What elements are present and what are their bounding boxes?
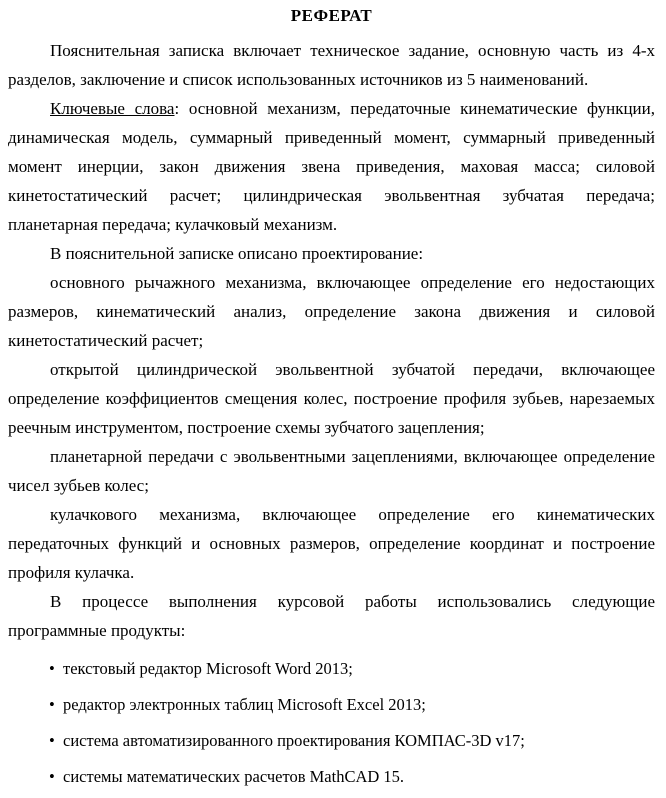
list-item-text: системы математических расчетов MathCAD 15. bbox=[63, 767, 405, 786]
bullet-icon: • bbox=[49, 659, 55, 678]
paragraph-cam-mechanism: кулачкового механизма, включающее определение его кинематических передаточных функций и основных размеров, определение координат и построение профиля кулачка. bbox=[8, 505, 655, 582]
paragraph-design-intro: В пояснительной записке описано проектирование: bbox=[50, 244, 424, 263]
bullet-icon: • bbox=[49, 731, 55, 750]
list-item-text: редактор электронных таблиц Microsoft Excel 2013; bbox=[63, 695, 426, 714]
bullet-icon: • bbox=[49, 767, 55, 786]
keywords-label: Ключевые слова bbox=[50, 99, 175, 118]
list-item-text: текстовый редактор Microsoft Word 2013; bbox=[63, 659, 353, 678]
paragraph-intro: Пояснительная записка включает техническое задание, основную часть из 4-х разделов, заключение и список использованных источников из 5 наименований. bbox=[8, 41, 655, 89]
paragraph-planetary-gear: планетарной передачи с эвольвентными зацеплениями, включающее определение чисел зубьев колес; bbox=[8, 447, 655, 495]
bullet-icon: • bbox=[49, 695, 55, 714]
list-item bbox=[8, 654, 655, 683]
paragraph-gear-transmission: открытой цилиндрической эвольвентной зубчатой передачи, включающее определение коэффициентов смещения колес, построение профиля зубьев, нарезаемых реечным инструментом, построение схемы зубчатого зацепления; bbox=[8, 360, 655, 437]
software-list bbox=[8, 654, 655, 791]
paragraph-keywords bbox=[8, 94, 655, 239]
list-item-text: система автоматизированного проектирования КОМПАС-3D v17; bbox=[63, 731, 525, 750]
paragraph-lever-mechanism: основного рычажного механизма, включающее определение его недостающих размеров, кинематический анализ, определение закона движения и силовой кинетостатический расчет; bbox=[8, 273, 655, 350]
document-title: РЕФЕРАТ bbox=[290, 6, 373, 25]
keywords-text: : основной механизм, передаточные кинематические функции, динамическая модель, суммарный приведенный момент, суммарный приведенный момент инерции, закон движения звена приведения, маховая масса; силовой кинетостатический расчет; цилиндрическая эвольвентная зубчатая передача; планетарная передача; кулачковый механизм. bbox=[8, 99, 656, 234]
paragraph-software-intro: В процессе выполнения курсовой работы использовались следующие программные продукты: bbox=[8, 592, 655, 640]
document-page bbox=[8, 0, 655, 798]
list-item bbox=[8, 690, 655, 719]
list-item bbox=[8, 726, 655, 755]
list-item bbox=[8, 762, 655, 791]
